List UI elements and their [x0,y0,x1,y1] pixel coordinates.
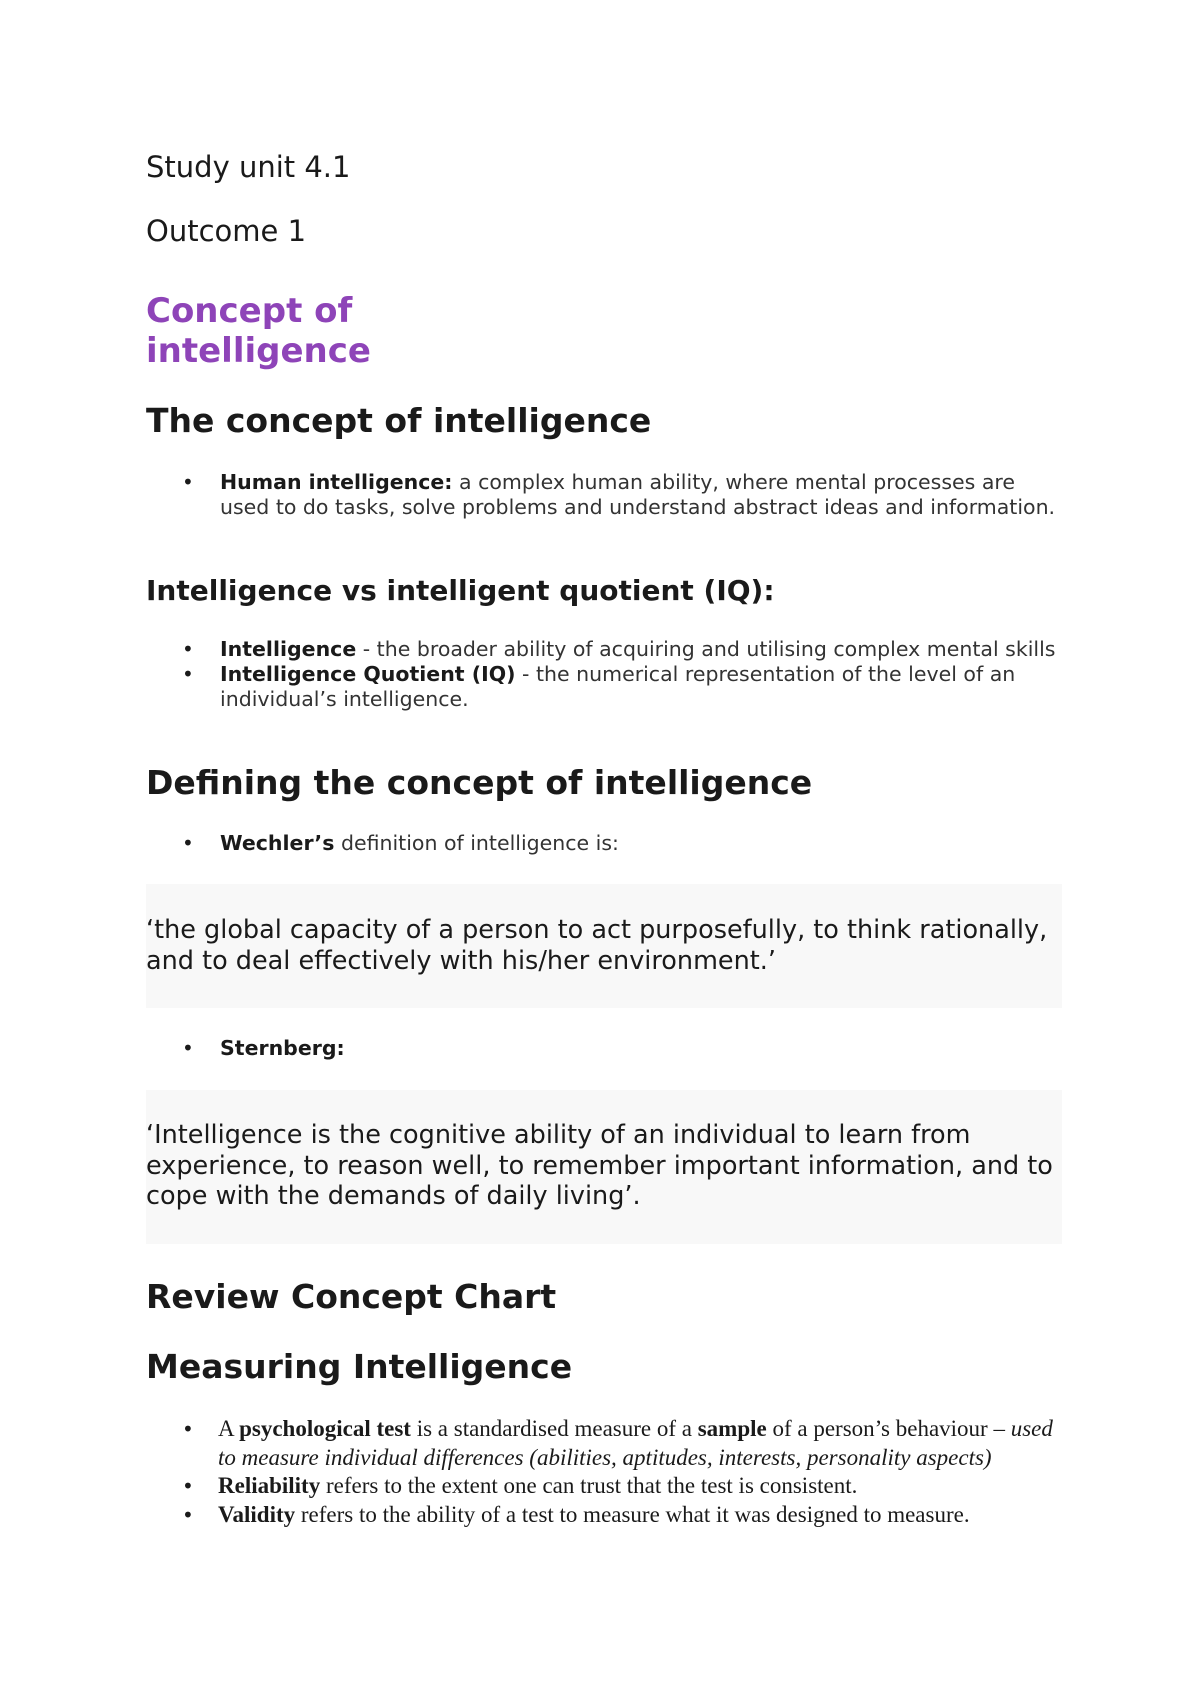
list-item [146,831,1066,856]
heading-iq: Intelligence vs intelligent quotient (IQ): [146,574,775,607]
term-wechsler: Wechler’s [220,831,335,855]
measuring-list [146,1415,1066,1529]
heading-defining: Defining the concept of intelligence [146,763,813,802]
list-item [146,662,1066,712]
wechsler-quote-box [146,884,1062,1008]
wechsler-list [146,831,1066,856]
term-psychological-test: psychological test [239,1416,411,1441]
list-item [146,637,1066,662]
list-item [146,1472,1066,1501]
page-title-line-2: intelligence [146,331,371,371]
bullet-icon: • [182,1502,194,1527]
wechsler-intro: definition of intelligence is: [334,831,619,855]
study-unit-label: Study unit 4.1 [146,150,351,184]
term-validity: Validity [218,1501,296,1527]
heading-review: Review Concept Chart [146,1277,557,1316]
page-title-line-1: Concept of [146,291,353,331]
definition-validity: refers to the ability of a test to measure what it was designed to measure. [295,1501,970,1527]
sternberg-quote: ‘Intelligence is the cognitive ability of an individual to learn from experience, to reason well, to remember important information, and to cope with the demands of daily living’. [146,1120,1053,1211]
definition-intelligence: - the broader ability of acquiring and utilising complex mental skills [356,637,1056,661]
list-item [146,1501,1066,1530]
bullet-icon: • [182,1474,194,1498]
sternberg-quote-box [146,1090,1062,1244]
wechsler-quote: ‘the global capacity of a person to act purposefully, to think rationally, and to deal effectively with his/her environment.’ [146,915,1048,976]
definition-reliability: refers to the extent one can trust that the test is consistent. [320,1473,858,1498]
list-item [146,1036,1066,1061]
item1-pre: A [218,1416,240,1441]
concept-list [146,470,1066,520]
bullet-icon: • [182,662,194,686]
page-title [146,291,371,371]
sternberg-list [146,1036,1066,1061]
item1-mid: is a standardised measure of a [410,1416,698,1441]
term-reliability: Reliability [218,1473,321,1498]
item1-post: of a person’s behaviour [766,1416,994,1441]
bullet-icon: • [182,470,194,494]
term-iq: Intelligence Quotient (IQ) [220,662,516,686]
bullet-icon: • [182,831,194,855]
heading-concept: The concept of intelligence [146,401,652,440]
definition-human-intelligence: a complex human ability, where mental processes are used to do tasks, solve problems and understand abstract ideas and information. [220,470,1056,519]
term-intelligence: Intelligence [220,637,357,661]
definition-iq: - the numerical representation of the level of an individual’s intelligence. [220,662,1016,711]
term-sternberg: Sternberg: [220,1036,345,1060]
term-human-intelligence: Human intelligence: [220,470,453,494]
list-item [146,1415,1066,1472]
item1-italic: – used to measure individual differences (abilities, aptitudes, interests, personality aspects) [218,1416,1053,1470]
term-sample: sample [697,1416,767,1441]
bullet-icon: • [182,1417,194,1441]
list-item [146,470,1066,520]
bullet-icon: • [182,637,194,661]
bullet-icon: • [182,1036,194,1060]
heading-measuring: Measuring Intelligence [146,1347,573,1386]
iq-list [146,637,1066,712]
outcome-label: Outcome 1 [146,214,307,248]
